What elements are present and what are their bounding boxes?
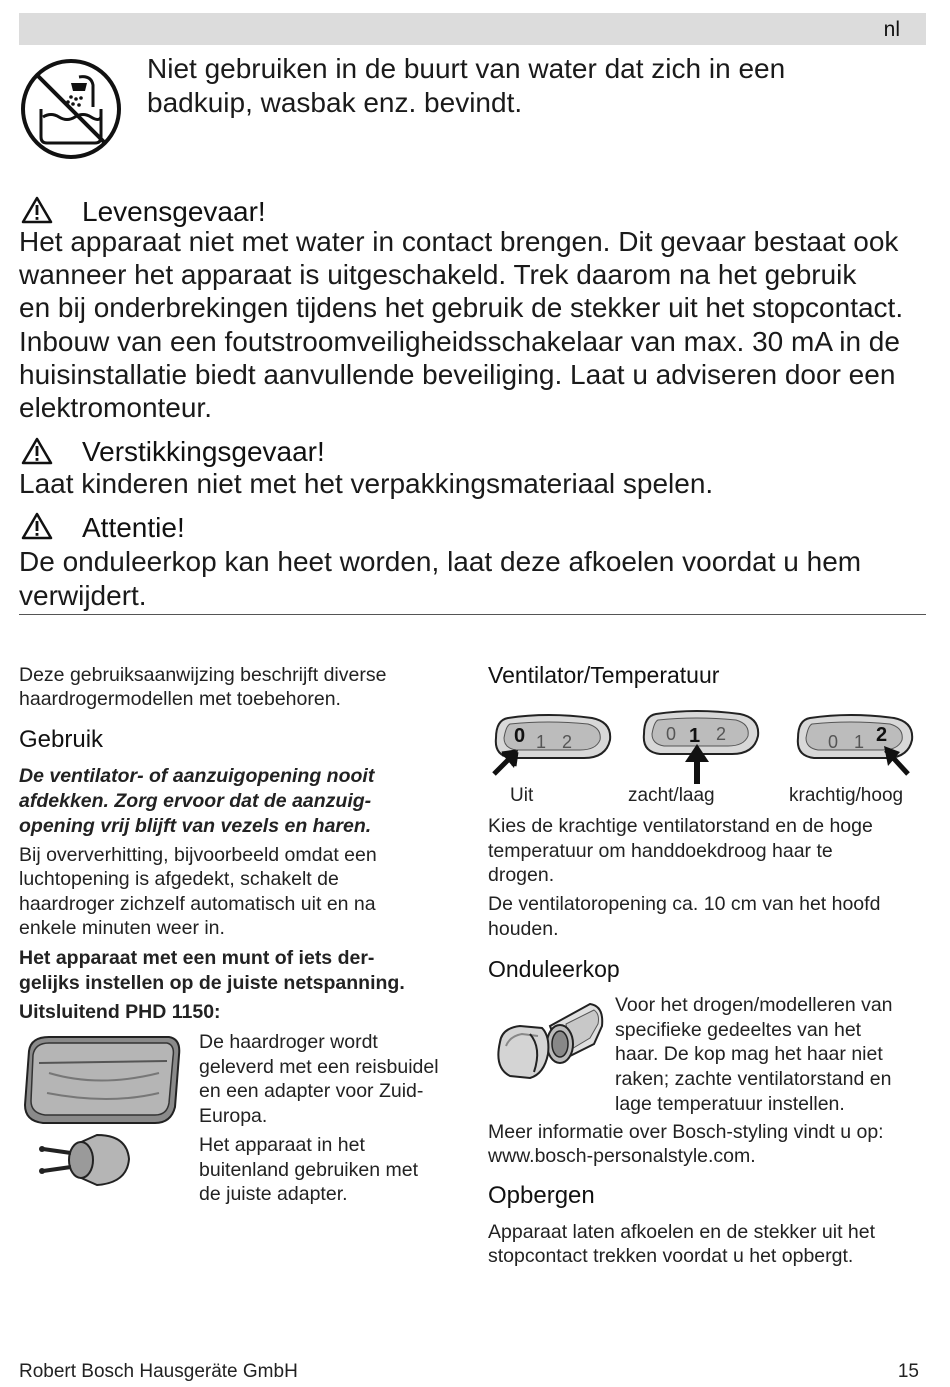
page-number: 15 bbox=[897, 1361, 919, 1382]
gebruik-warning-line: opening vrij blijft van vezels en haren. bbox=[19, 815, 372, 837]
store-text-line: stopcontact trekken voordat u het opbergt. bbox=[488, 1245, 854, 1267]
attention-line: De onduleerkop kan heet worden, laat deze afkoelen voordat u hem bbox=[19, 546, 862, 577]
ondul-text-line: Voor het drogen/modelleren van bbox=[615, 994, 893, 1016]
language-tag: nl bbox=[883, 18, 900, 41]
website-link[interactable]: www.bosch-personalstyle.com. bbox=[488, 1145, 756, 1167]
ondul-text-line: lage temperatuur instellen. bbox=[615, 1093, 845, 1115]
vent-text-line: Kies de krachtige ventilatorstand en de hoge bbox=[488, 815, 873, 837]
suffocation-line: Laat kinderen niet met het verpakkingsmateriaal spelen. bbox=[19, 468, 714, 499]
gebruik-warning-line: afdekken. Zorg ervoor dat de aanzuig- bbox=[19, 790, 372, 812]
ondul-text-line: specifieke gedeeltes van het bbox=[615, 1019, 862, 1041]
dial-label: krachtig/hoog bbox=[789, 785, 904, 806]
danger-title: Levensgevaar! bbox=[82, 196, 266, 227]
warning-icon bbox=[20, 511, 54, 541]
dial-digit: 0 bbox=[514, 725, 526, 747]
vent-text-line: drogen. bbox=[488, 864, 555, 886]
notice-line-2: badkuip, wasbak enz. bevindt. bbox=[147, 87, 523, 118]
notice-line-1: Niet gebruiken in de buurt van water dat zich in een bbox=[147, 53, 786, 84]
phd-text-line: Europa. bbox=[199, 1105, 268, 1127]
phd-heading: Uitsluitend PHD 1150: bbox=[19, 1001, 221, 1023]
phd-text-line: en een adapter voor Zuid- bbox=[199, 1080, 424, 1102]
dial-digit: 0 bbox=[828, 732, 839, 752]
overheat-line: luchtopening is afgedekt, schakelt de bbox=[19, 868, 339, 890]
ventilator-heading: Ventilator/Temperatuur bbox=[488, 662, 720, 688]
dial-digit: 2 bbox=[716, 724, 727, 744]
overheat-line: haardroger zichzelf automatisch uit en na bbox=[19, 893, 376, 915]
section-divider bbox=[19, 614, 926, 615]
overheat-line: enkele minuten weer in. bbox=[19, 917, 225, 939]
dial-high bbox=[790, 712, 916, 784]
danger-line: Het apparaat niet met water in contact brengen. Dit gevaar bestaat ook bbox=[19, 226, 899, 257]
dial-label: zacht/laag bbox=[628, 785, 715, 806]
footer-company: Robert Bosch Hausgeräte GmbH bbox=[19, 1361, 298, 1382]
attention-line: verwijdert. bbox=[19, 580, 147, 611]
warning-icon bbox=[20, 195, 54, 225]
phd-text-line: De haardroger wordt bbox=[199, 1031, 378, 1053]
dial-digit: 2 bbox=[562, 732, 573, 752]
vent-text-line: temperatuur om handdoekdroog haar te bbox=[488, 840, 833, 862]
danger-line: wanneer het apparaat is uitgeschakeld. Trek daarom na het gebruik bbox=[19, 259, 857, 290]
dial-digit: 1 bbox=[689, 725, 701, 747]
suffocation-title: Verstikkingsgevaar! bbox=[82, 436, 325, 467]
no-water-icon bbox=[19, 57, 123, 161]
more-info-line: Meer informatie over Bosch-styling vindt u op: bbox=[488, 1121, 884, 1143]
danger-line: elektromonteur. bbox=[19, 392, 212, 423]
dial-label: Uit bbox=[510, 785, 534, 806]
vent-text2-line: De ventilatoropening ca. 10 cm van het hoofd bbox=[488, 893, 881, 915]
store-text-line: Apparaat laten afkoelen en de stekker uit het bbox=[488, 1221, 876, 1243]
phd-text2-line: Het apparaat in het bbox=[199, 1134, 365, 1156]
styling-nozzle-image bbox=[490, 996, 605, 1096]
danger-line: en bij onderbrekingen tijdens het gebruik de stekker uit het stopcontact. bbox=[19, 292, 904, 323]
ondul-text-line: raken; zachte ventilatorstand en bbox=[615, 1068, 892, 1090]
dial-digit: 0 bbox=[666, 724, 677, 744]
gebruik-heading: Gebruik bbox=[19, 726, 104, 753]
phd-text2-line: de juiste adapter. bbox=[199, 1183, 348, 1205]
dial-digit: 1 bbox=[854, 732, 865, 752]
phd-text2-line: buitenland gebruiken met bbox=[199, 1159, 418, 1181]
voltage-line: Het apparaat met een munt of iets der- bbox=[19, 947, 375, 969]
ondul-text-line: haar. De kop mag het haar niet bbox=[615, 1043, 883, 1065]
danger-line: huisinstallatie biedt aanvullende beveiliging. Laat u adviseren door een bbox=[19, 359, 896, 390]
travel-pouch-image bbox=[19, 1033, 184, 1193]
dial-off bbox=[488, 712, 614, 784]
header-bar bbox=[19, 13, 926, 45]
gebruik-warning-line: De ventilator- of aanzuigopening nooit bbox=[19, 765, 375, 787]
intro-line: Deze gebruiksaanwijzing beschrijft diverse bbox=[19, 664, 387, 686]
vent-text2-line: houden. bbox=[488, 918, 559, 940]
voltage-line: gelijks instellen op de juiste netspanning. bbox=[19, 972, 405, 994]
dial-digit: 1 bbox=[536, 732, 547, 752]
phd-text-line: geleverd met een reisbuidel bbox=[199, 1056, 439, 1078]
overheat-line: Bij oververhitting, bijvoorbeeld omdat een bbox=[19, 844, 377, 866]
warning-icon bbox=[20, 436, 54, 466]
danger-line: Inbouw van een foutstroomveiligheidsschakelaar van max. 30 mA in de bbox=[19, 326, 900, 357]
intro-line: haardrogermodellen met toebehoren. bbox=[19, 688, 341, 710]
onduleerkop-heading: Onduleerkop bbox=[488, 956, 620, 982]
dial-digit: 2 bbox=[876, 724, 888, 746]
opbergen-heading: Opbergen bbox=[488, 1182, 595, 1209]
dial-low bbox=[636, 708, 762, 784]
attention-title: Attentie! bbox=[82, 512, 185, 543]
